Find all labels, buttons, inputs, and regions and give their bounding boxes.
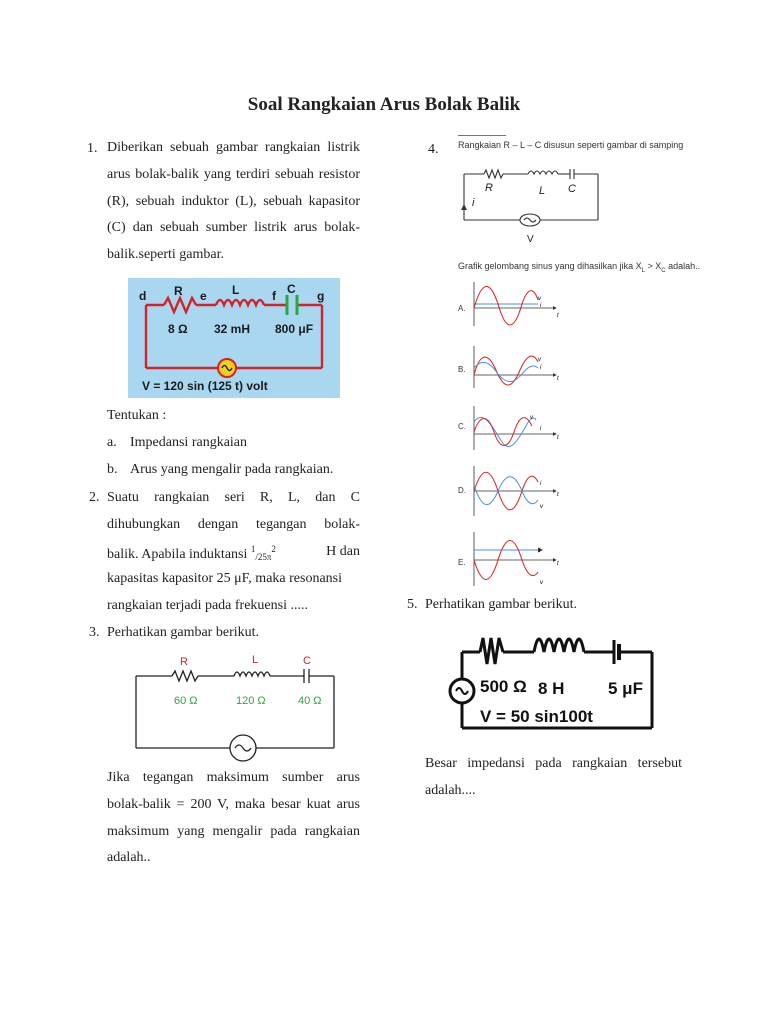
- option-c: [458, 406, 559, 450]
- q4-c-label: C: [568, 183, 576, 195]
- q1-b-marker: b.: [107, 462, 118, 477]
- q4-l-label: L: [539, 185, 546, 197]
- q2-line3-text: balik. Apabila induktansi: [107, 547, 248, 562]
- q3-text: Jika tegangan maksimum sumber arus bolak-balik = 200 V, maka besar kuat arus maksimum yang mengalir pada rangkaian adalah..: [107, 770, 360, 866]
- q1-circuit-figure: [128, 278, 340, 398]
- option-d-t: t: [557, 492, 559, 498]
- option-d: [458, 466, 559, 516]
- caption-text: Grafik gelombang sinus yang dihasilkan jika X: [458, 261, 642, 271]
- q1-tentukan: Tentukan :: [107, 408, 167, 423]
- q2-line4: kapasitas kapasitor 25 μF, maka resonansi: [107, 571, 342, 586]
- option-b: [458, 346, 559, 388]
- heading-underline: [458, 135, 506, 136]
- option-a-label: A.: [458, 304, 466, 313]
- node-d: d: [139, 289, 147, 303]
- option-e-v: v: [540, 580, 543, 586]
- ind-unit: H dan: [326, 544, 360, 559]
- q3-c-value: 40 Ω: [298, 695, 322, 707]
- ind-denominator: /25π: [255, 552, 272, 562]
- option-a: [458, 282, 559, 326]
- q4-graph-caption: [458, 261, 700, 274]
- q5-l-value: 8 H: [538, 679, 565, 698]
- q2-line1: Suatu rangkaian seri R, L, dan C: [107, 490, 360, 505]
- inductor-value: 32 mH: [214, 322, 251, 336]
- option-c-label: C.: [458, 422, 466, 431]
- q4-r-label: R: [485, 182, 493, 194]
- q5-source-label: V = 50 sin100t: [480, 707, 593, 726]
- q4-number: 4.: [428, 142, 439, 157]
- source-label: V = 120 sin (125 t) volt: [142, 379, 268, 393]
- q4-circuit-figure: [458, 160, 608, 244]
- node-e: e: [200, 289, 207, 303]
- option-a-t: t: [557, 313, 559, 319]
- option-c-i: i: [540, 426, 542, 432]
- q1-b-text: Arus yang mengalir pada rangkaian.: [130, 462, 334, 477]
- caption-gt: > X: [644, 261, 662, 271]
- q3-l-label: L: [252, 654, 259, 666]
- q2-line2: dihubungkan dengan tegangan bolak-: [107, 517, 360, 532]
- q1-text: Diberikan sebuah gambar rangkaian listrik arus bolak-balik yang terdiri sebuah resistor (R), sebuah induktor (L), sebuah kapasitor (C) dan sebuah sumber listrik arus bolak-balik.seperti gambar.: [107, 140, 360, 263]
- ind-numerator: 1: [250, 544, 256, 554]
- capacitor-label: C: [287, 282, 296, 296]
- q1-a-marker: a.: [107, 435, 117, 450]
- node-f: f: [272, 289, 276, 303]
- option-d-i: i: [540, 481, 542, 487]
- option-e-t: t: [557, 561, 559, 567]
- q3-number: 3.: [89, 625, 100, 640]
- ind-exponent: 2: [271, 544, 276, 554]
- q4-i-label: i: [472, 197, 475, 209]
- node-g: g: [317, 289, 325, 303]
- q3-circuit-figure: [134, 652, 338, 764]
- option-d-v: v: [540, 504, 543, 510]
- option-e-i: i: [539, 548, 541, 554]
- q2-line3: [107, 544, 360, 563]
- option-c-v: v: [530, 415, 533, 421]
- q2-line5: rangkaian terjadi pada frekuensi .....: [107, 598, 308, 613]
- option-e-label: E.: [458, 558, 466, 567]
- page-title: Soal Rangkaian Arus Bolak Balik: [247, 94, 521, 115]
- option-b-i: i: [540, 365, 542, 371]
- caption-tail: adalah..: [665, 261, 701, 271]
- resistor-value: 8 Ω: [168, 322, 188, 336]
- q4-heading: Rangkaian R – L – C disusun seperti gambar di samping: [458, 140, 684, 150]
- option-a-i: i: [540, 303, 542, 309]
- option-b-t: t: [557, 376, 559, 382]
- q4-v-label: V: [527, 234, 534, 244]
- option-b-label: B.: [458, 365, 466, 374]
- capacitor-value: 800 μF: [275, 322, 314, 336]
- q1-a-text: Impedansi rangkaian: [130, 435, 248, 450]
- q2-number: 2.: [89, 490, 100, 505]
- sub-c: C: [661, 267, 666, 274]
- option-c-t: t: [557, 435, 559, 441]
- q4-wave-options: [456, 280, 566, 595]
- q5-intro: Perhatikan gambar berikut.: [425, 597, 578, 612]
- option-b-v: v: [538, 357, 541, 363]
- q3-intro: Perhatikan gambar berikut.: [107, 625, 260, 640]
- q3-l-value: 120 Ω: [236, 695, 266, 707]
- resistor-label: R: [174, 284, 183, 298]
- q5-text: Besar impedansi pada rangkaian tersebut adalah....: [425, 756, 682, 798]
- q1-number: 1.: [87, 141, 98, 156]
- q5-c-value: 5 μF: [608, 679, 643, 698]
- option-e: [458, 532, 559, 586]
- sub-l: L: [641, 267, 645, 274]
- q5-number: 5.: [407, 597, 418, 612]
- option-d-label: D.: [458, 486, 466, 495]
- q5-r-value: 500 Ω: [480, 677, 527, 696]
- option-a-v: v: [538, 296, 541, 302]
- q5-circuit-figure: [446, 622, 658, 734]
- q3-r-label: R: [180, 656, 188, 668]
- q3-c-label: C: [303, 655, 311, 667]
- inductor-label: L: [232, 283, 240, 297]
- q3-r-value: 60 Ω: [174, 695, 198, 707]
